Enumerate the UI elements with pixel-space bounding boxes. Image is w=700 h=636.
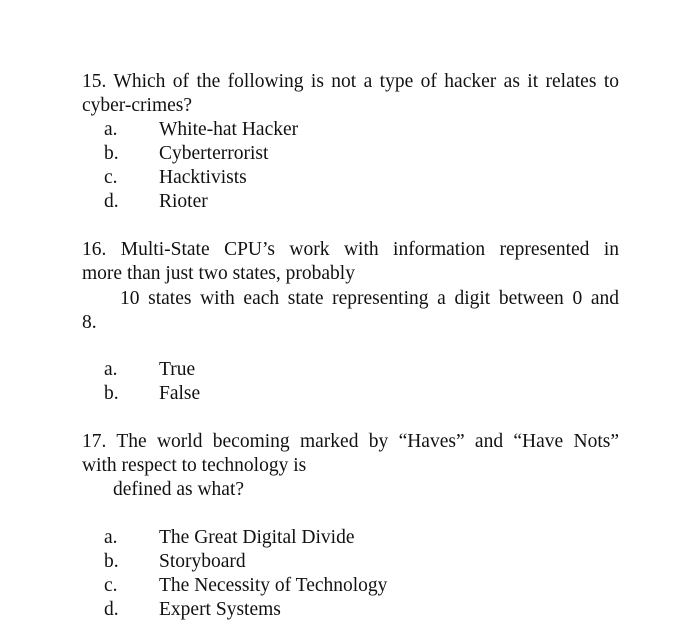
q17-option-c-text: The Necessity of Technology — [159, 575, 388, 596]
q17-option-a-letter: a. — [104, 527, 118, 548]
question-15-text-line-2: cyber-crimes? — [82, 95, 193, 116]
q15-option-a-text: White-hat Hacker — [159, 119, 299, 140]
q16-option-a-letter: a. — [104, 359, 118, 380]
q15-option-d-letter: d. — [104, 191, 119, 212]
q15-option-d-text: Rioter — [159, 191, 208, 212]
question-16-text-line-2: more than just two states, probably — [82, 263, 355, 284]
q17-option-b-text: Storyboard — [159, 551, 246, 572]
question-16-text-line-4: 8. — [82, 312, 97, 333]
q17-option-c-letter: c. — [104, 575, 118, 596]
question-16-text-line-1: 16. Multi-State CPU’s work with information represented in — [82, 239, 619, 260]
question-15-text-line-1: 15. Which of the following is not a type of hacker as it relates to — [82, 71, 619, 92]
q16-option-b-letter: b. — [104, 383, 119, 404]
q17-option-d-letter: d. — [104, 599, 119, 620]
q15-option-c-text: Hacktivists — [159, 167, 247, 188]
q15-option-c-letter: c. — [104, 167, 118, 188]
question-17-text-line-1: 17. The world becoming marked by “Haves” and “Have Nots” — [82, 431, 619, 452]
q15-option-a-letter: a. — [104, 119, 118, 140]
q16-option-b-text: False — [159, 383, 201, 404]
q17-option-b-letter: b. — [104, 551, 119, 572]
q17-option-a-text: The Great Digital Divide — [159, 527, 355, 548]
q16-option-a-text: True — [159, 359, 196, 380]
question-17-text-line-3: defined as what? — [113, 479, 245, 500]
q15-option-b-text: Cyberterrorist — [159, 143, 269, 164]
question-16-text-line-3: 10 states with each state representing a digit between 0 and — [120, 288, 619, 309]
q15-option-b-letter: b. — [104, 143, 119, 164]
q17-option-d-text: Expert Systems — [159, 599, 281, 620]
question-17-text-line-2: with respect to technology is — [82, 455, 307, 476]
